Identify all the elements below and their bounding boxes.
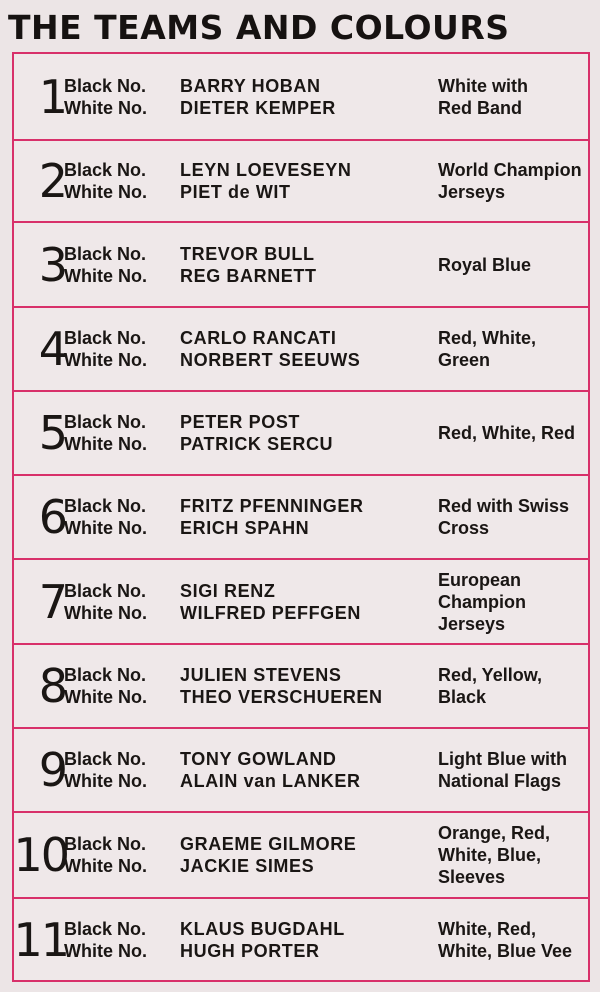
black-rider-name: TREVOR BULL [180,243,315,264]
white-label: White No. [64,602,147,623]
black-rider-name: FRITZ PFENNINGER [180,496,364,516]
white-rider-name: ALAIN van LANKER [180,771,361,791]
colour-line: White, Blue Vee [438,940,573,961]
team-row [14,811,588,897]
white-rider-name: WILFRED PEFFGEN [180,602,361,623]
colour-line: Red, Yellow, [438,665,543,685]
colour-line: Red, White, [438,328,536,348]
team-colours [438,254,588,276]
team-row [14,139,588,221]
white-rider-name: REG BARNETT [180,265,317,286]
rider-names [180,327,360,371]
colour-line: Light Blue with [438,749,567,769]
white-label: White No. [64,940,147,961]
rider-labels [64,833,147,877]
colour-line: Green [438,350,491,370]
rider-names [180,833,356,877]
rider-names [180,918,345,962]
black-label: Black No. [64,749,147,769]
black-rider-name: TONY GOWLAND [180,749,337,769]
team-colours [438,495,588,539]
rider-labels [64,411,147,455]
colour-line: Red Band [438,97,523,118]
white-rider-name: JACKIE SIMES [180,856,315,876]
white-label: White No. [64,265,147,286]
white-rider-name: PATRICK SERCU [180,434,334,454]
white-label: White No. [64,182,147,202]
black-label: Black No. [64,834,147,854]
team-row [14,474,588,558]
rider-labels [64,243,147,287]
team-row [14,221,588,306]
rider-labels [64,748,147,792]
colour-line: Jerseys [438,182,506,202]
team-colours [438,822,588,888]
team-row [14,897,588,980]
white-label: White No. [64,687,147,707]
colour-line: White, Red, [438,918,536,939]
rider-names [180,495,364,539]
white-label: White No. [64,771,147,791]
colour-line: Royal Blue [438,254,532,275]
colour-line: Red, White, Red [438,423,576,443]
team-colours [438,422,588,444]
black-label: Black No. [64,328,147,348]
white-rider-name: HUGH PORTER [180,940,320,961]
rider-labels [64,664,147,708]
team-colours [438,748,588,792]
team-number: 1 [38,69,66,124]
team-number: 2 [38,154,66,208]
rider-names [180,243,317,287]
colour-line: Sleeves [438,867,506,887]
rider-labels [64,159,147,203]
team-colours [438,75,588,119]
rider-names [180,664,383,708]
team-number: 6 [38,490,66,544]
team-number: 11 [13,912,68,967]
colour-line: European [438,569,522,590]
colour-line: Champion [438,591,526,612]
white-label: White No. [64,97,147,118]
team-colours [438,569,588,635]
team-number: 4 [38,322,66,376]
team-row [14,390,588,474]
team-row [14,727,588,811]
team-row [14,643,588,727]
black-label: Black No. [64,243,147,264]
rider-labels [64,327,147,371]
white-rider-name: PIET de WIT [180,182,291,202]
team-number: 10 [13,828,68,882]
team-row [14,558,588,643]
team-row [14,306,588,390]
black-rider-name: PETER POST [180,412,301,432]
black-label: Black No. [64,412,147,432]
team-number: 7 [38,574,66,629]
black-label: Black No. [64,918,147,939]
white-rider-name: THEO VERSCHUEREN [180,687,383,707]
rider-labels [64,918,147,962]
teams-table [12,52,590,982]
white-label: White No. [64,856,147,876]
rider-names [180,75,336,119]
black-rider-name: BARRY HOBAN [180,75,321,96]
colour-line: Red with Swiss [438,496,570,516]
white-label: White No. [64,518,147,538]
rider-labels [64,580,147,624]
team-number: 9 [38,743,66,797]
black-label: Black No. [64,580,147,601]
white-label: White No. [64,434,147,454]
rider-names [180,411,333,455]
white-rider-name: ERICH SPAHN [180,518,310,538]
colour-line: Jerseys [438,613,506,634]
black-label: Black No. [64,665,147,685]
colour-line: White with [438,75,528,96]
rider-labels [64,75,147,119]
black-label: Black No. [64,160,147,180]
white-rider-name: DIETER KEMPER [180,97,336,118]
black-rider-name: SIGI RENZ [180,580,276,601]
rider-names [180,159,351,203]
white-rider-name: NORBERT SEEUWS [180,350,361,370]
team-number: 3 [38,237,66,292]
black-rider-name: CARLO RANCATI [180,328,337,348]
colour-line: White, Blue, [438,845,541,865]
colour-line: Cross [438,518,490,538]
rider-names [180,580,361,624]
rider-labels [64,495,147,539]
team-colours [438,918,588,962]
black-rider-name: GRAEME GILMORE [180,834,357,854]
team-row [14,54,588,139]
page-title: THE TEAMS AND COLOURS [8,8,510,47]
black-rider-name: JULIEN STEVENS [180,665,342,685]
colour-line: Orange, Red, [438,823,551,843]
colour-line: World Champion [438,160,582,180]
team-colours [438,159,588,203]
rider-names [180,748,361,792]
white-label: White No. [64,350,147,370]
team-number: 8 [38,659,66,713]
team-colours [438,664,588,708]
black-label: Black No. [64,75,147,96]
black-label: Black No. [64,496,147,516]
black-rider-name: KLAUS BUGDAHL [180,918,345,939]
colour-line: National Flags [438,771,562,791]
black-rider-name: LEYN LOEVESEYN [180,160,352,180]
colour-line: Black [438,687,487,707]
team-number: 5 [38,406,66,460]
team-colours [438,327,588,371]
